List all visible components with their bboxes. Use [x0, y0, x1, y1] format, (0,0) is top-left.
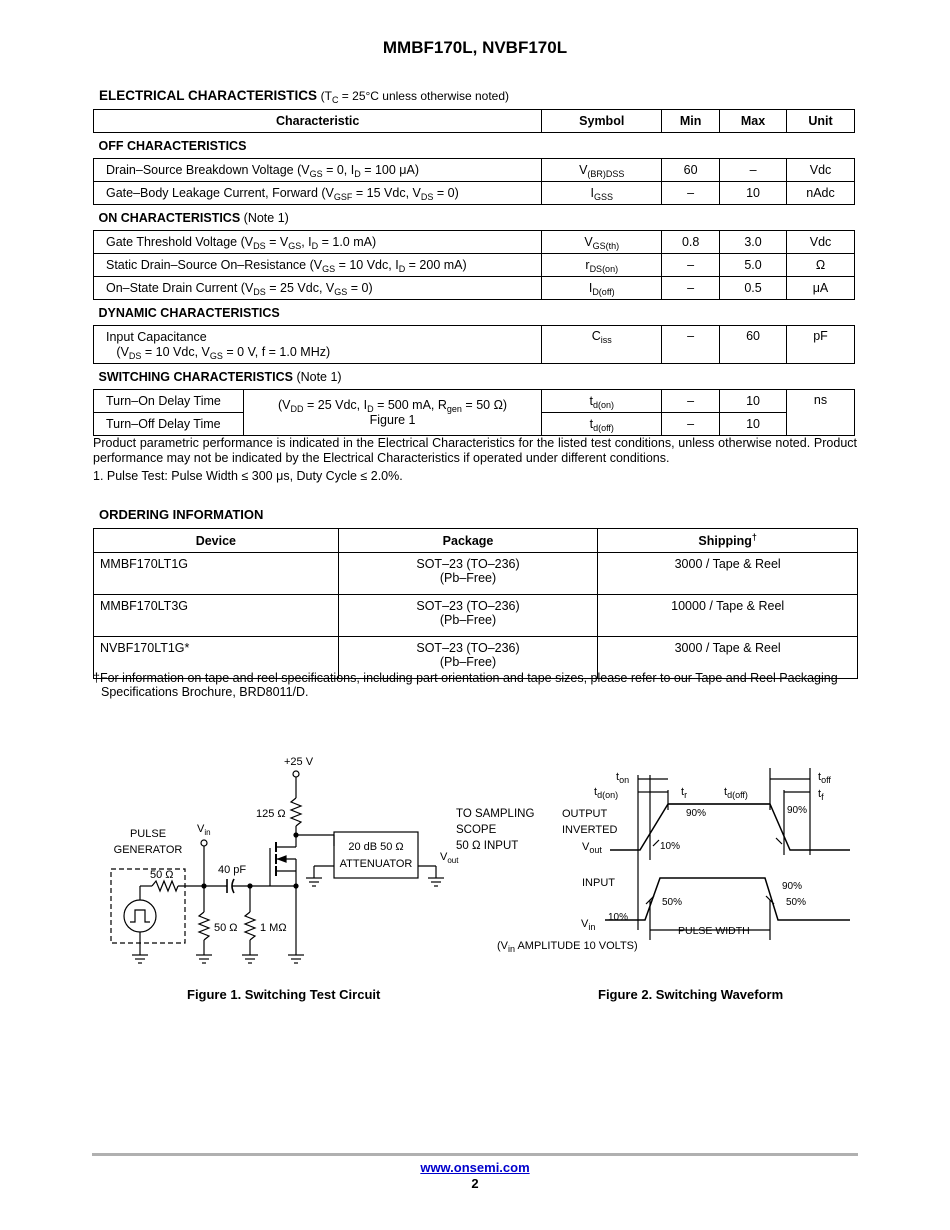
symbol-cell: $t_{d(on)}$	[542, 390, 662, 413]
gate-resistor	[245, 912, 255, 940]
unit-cell: pF	[787, 326, 855, 364]
characteristic-cell: On–State Drain Current ($V_{DS} = 25$ Vdc, $V_{GS} = 0$)	[94, 277, 542, 300]
footer-divider	[92, 1153, 858, 1156]
output-label-1: OUTPUT	[562, 808, 608, 820]
col-max: Max	[720, 110, 787, 133]
table-row	[94, 159, 855, 182]
output-waveform	[610, 804, 850, 850]
symbol-cell: $I_{GSS}$	[542, 182, 662, 205]
min-cell: –	[662, 326, 720, 364]
figure2-caption: Figure 2. Switching Waveform	[598, 987, 784, 1002]
col-min: Min	[662, 110, 720, 133]
scope-label: TO SAMPLING SCOPE 50 Ω INPUT	[456, 808, 535, 852]
tdon-label: $t_{d(on)}$	[594, 786, 619, 800]
symbol-cell: $V_{(BR)DSS}$	[542, 159, 662, 182]
gate-resistor-label: 1 MΩ	[260, 922, 287, 934]
tdoff-label: $t_{d(off)}$	[724, 786, 748, 800]
load-resistor-label: 125 Ω	[256, 808, 286, 820]
max-cell: 5.0	[720, 254, 787, 277]
disclaimer-text: Product parametric performance is indicated in the Electrical Characteristics for the listed test conditions, unless otherwise noted. Product performance may not be indicated by the Electrical Characteristics if operated under different conditions.	[93, 436, 857, 465]
page-number: 2	[471, 1176, 479, 1191]
max-cell: 60	[720, 326, 787, 364]
min-cell: 60	[662, 159, 720, 182]
pulse-generator-label-2: GENERATOR	[113, 844, 183, 856]
input-waveform	[605, 878, 850, 920]
table-row	[94, 277, 855, 300]
vout-waveform-label: $V_{out}$	[582, 841, 602, 855]
device-cell: MMBF170LT3G	[94, 595, 339, 637]
electrical-table	[93, 109, 855, 436]
max-cell: –	[720, 159, 787, 182]
unit-cell: Vdc	[787, 231, 855, 254]
symbol-cell: $I_{D(off)}$	[542, 277, 662, 300]
on-characteristics-heading: ON CHARACTERISTICS (Note 1)	[94, 205, 855, 231]
col-unit: Unit	[787, 110, 855, 133]
unit-cell: Ω	[787, 254, 855, 277]
min-cell: –	[662, 182, 720, 205]
max-cell: 10	[720, 413, 787, 436]
pulse-generator-box	[111, 869, 185, 943]
termination-resistor	[199, 912, 209, 940]
max-cell: 3.0	[720, 231, 787, 254]
characteristic-cell: Drain–Source Breakdown Voltage ($V_{GS} = 0$, $I_D = 100$ μA)	[94, 159, 542, 182]
electrical-heading: ELECTRICAL CHARACTERISTICS ($T_C = 25^\circ C$ unless otherwise noted)	[99, 88, 510, 105]
unit-cell: ns	[787, 390, 855, 436]
ordering-table	[93, 528, 858, 679]
device-cell: MMBF170LT1G	[94, 553, 339, 595]
supply-terminal	[293, 771, 299, 777]
characteristic-cell: Turn–On Delay Time	[94, 390, 244, 413]
min-cell: –	[662, 390, 720, 413]
ordering-footnote: †For information on tape and reel specifications, including part orientation and tape sizes, please refer to our Tape and Reel Packaging	[93, 671, 838, 685]
supply-label: +25 V	[284, 756, 314, 768]
attenuator-box	[334, 832, 418, 878]
output-90-right-label: 90%	[787, 805, 808, 816]
output-90-label: 90%	[686, 808, 707, 819]
col-characteristic: Characteristic	[94, 110, 542, 133]
termination-resistor-label: 50 Ω	[214, 922, 238, 934]
vin-label: $V_{in}$	[197, 823, 211, 837]
device-cell: NVBF170LT1G*	[94, 637, 339, 679]
capacitor-label: 40 pF	[218, 864, 247, 876]
ton-label: $t_{on}$	[616, 771, 630, 785]
min-cell: –	[662, 413, 720, 436]
shipping-cell: 3000 / Tape & Reel	[598, 553, 858, 595]
unit-cell: Vdc	[787, 159, 855, 182]
col-symbol: Symbol	[542, 110, 662, 133]
symbol-cell: $C_{iss}$	[542, 326, 662, 364]
symbol-cell: $t_{d(off)}$	[542, 413, 662, 436]
table-header-row	[94, 529, 858, 553]
table-row	[94, 326, 855, 364]
unit-cell: μA	[787, 277, 855, 300]
table-row	[94, 254, 855, 277]
tf-label: $t_f$	[818, 788, 824, 802]
min-cell: –	[662, 254, 720, 277]
characteristic-cell: Gate–Body Leakage Current, Forward ($V_{GSF} = 15$ Vdc, $V_{DS} = 0$)	[94, 182, 542, 205]
col-package: Package	[338, 529, 598, 553]
pulse-width-label: PULSE WIDTH	[678, 925, 750, 937]
output-10-label: 10%	[660, 841, 681, 852]
table-row	[94, 182, 855, 205]
characteristic-cell: Gate Threshold Voltage ($V_{DS} = V_{GS}$, $I_D = 1.0$ mA)	[94, 231, 542, 254]
table-header-row	[94, 110, 855, 133]
characteristic-cell: Static Drain–Source On–Resistance ($V_{GS} = 10$ Vdc, $I_D = 200$ mA)	[94, 254, 542, 277]
off-characteristics-heading: OFF CHARACTERISTICS	[94, 133, 855, 159]
shipping-cell: 10000 / Tape & Reel	[598, 595, 858, 637]
table-row	[94, 390, 855, 413]
output-label-2: INVERTED	[562, 824, 618, 836]
vin-terminal	[201, 840, 207, 846]
generator-resistor	[152, 881, 178, 891]
vout-label: $V_{out}$	[440, 851, 459, 865]
table-row	[94, 595, 858, 637]
table-row	[94, 553, 858, 595]
footer-link[interactable]: www.onsemi.com	[420, 1160, 530, 1175]
amplitude-note: ($V_{in}$ AMPLITUDE 10 VOLTS)	[497, 940, 638, 954]
switching-characteristics-heading: SWITCHING CHARACTERISTICS (Note 1)	[94, 364, 855, 390]
dynamic-characteristics-heading: DYNAMIC CHARACTERISTICS	[94, 300, 855, 326]
tr-label: $t_r$	[681, 786, 688, 800]
shipping-cell: 3000 / Tape & Reel	[598, 637, 858, 679]
max-cell: 10	[720, 390, 787, 413]
attenuator-label-1: 20 dB 50 Ω	[348, 841, 404, 853]
col-shipping: Shipping†	[598, 529, 858, 553]
toff-label: $t_{off}$	[818, 771, 831, 785]
vin-waveform-label: $V_{in}$	[581, 918, 596, 932]
input-label: INPUT	[582, 877, 615, 889]
input-50-right-label: 50%	[786, 897, 807, 908]
characteristic-cell: Turn–Off Delay Time	[94, 413, 244, 436]
switching-test-circuit	[100, 750, 460, 980]
switching-condition-cell: ($V_{DD} = 25$ Vdc, $I_D = 500$ mA, $R_{gen} = 50$ Ω) Figure 1	[243, 390, 542, 436]
pulse-source-icon	[124, 900, 156, 932]
note-1: 1. Pulse Test: Pulse Width ≤ 300 μs, Duty Cycle ≤ 2.0%.	[93, 469, 403, 483]
characteristic-cell: Input Capacitance ($V_{DS} = 10$ Vdc, $V_{GS} = 0$ V, f = 1.0 MHz)	[94, 326, 542, 364]
package-cell: SOT–23 (TO–236) (Pb–Free)	[338, 637, 598, 679]
max-cell: 0.5	[720, 277, 787, 300]
generator-resistor-label: 50 Ω	[150, 869, 174, 881]
pulse-generator-label-1: PULSE	[129, 828, 167, 840]
symbol-cell: $V_{GS(th)}$	[542, 231, 662, 254]
package-cell: SOT–23 (TO–236) (Pb–Free)	[338, 595, 598, 637]
ordering-footnote-2: Specifications Brochure, BRD8011/D.	[101, 685, 309, 699]
attenuator-label-2: ATTENUATOR	[339, 858, 413, 870]
col-device: Device	[94, 529, 339, 553]
page-title: MMBF170L, NVBF170L	[382, 38, 568, 57]
unit-cell: nAdc	[787, 182, 855, 205]
input-10-label: 10%	[608, 912, 629, 923]
load-resistor	[291, 798, 301, 826]
min-cell: 0.8	[662, 231, 720, 254]
min-cell: –	[662, 277, 720, 300]
symbol-cell: $r_{DS(on)}$	[542, 254, 662, 277]
ordering-heading: ORDERING INFORMATION	[99, 507, 264, 522]
max-cell: 10	[720, 182, 787, 205]
table-row	[94, 231, 855, 254]
input-50-label: 50%	[662, 897, 683, 908]
input-90-label: 90%	[782, 881, 803, 892]
figure1-caption: Figure 1. Switching Test Circuit	[187, 987, 381, 1002]
package-cell: SOT–23 (TO–236) (Pb–Free)	[338, 553, 598, 595]
